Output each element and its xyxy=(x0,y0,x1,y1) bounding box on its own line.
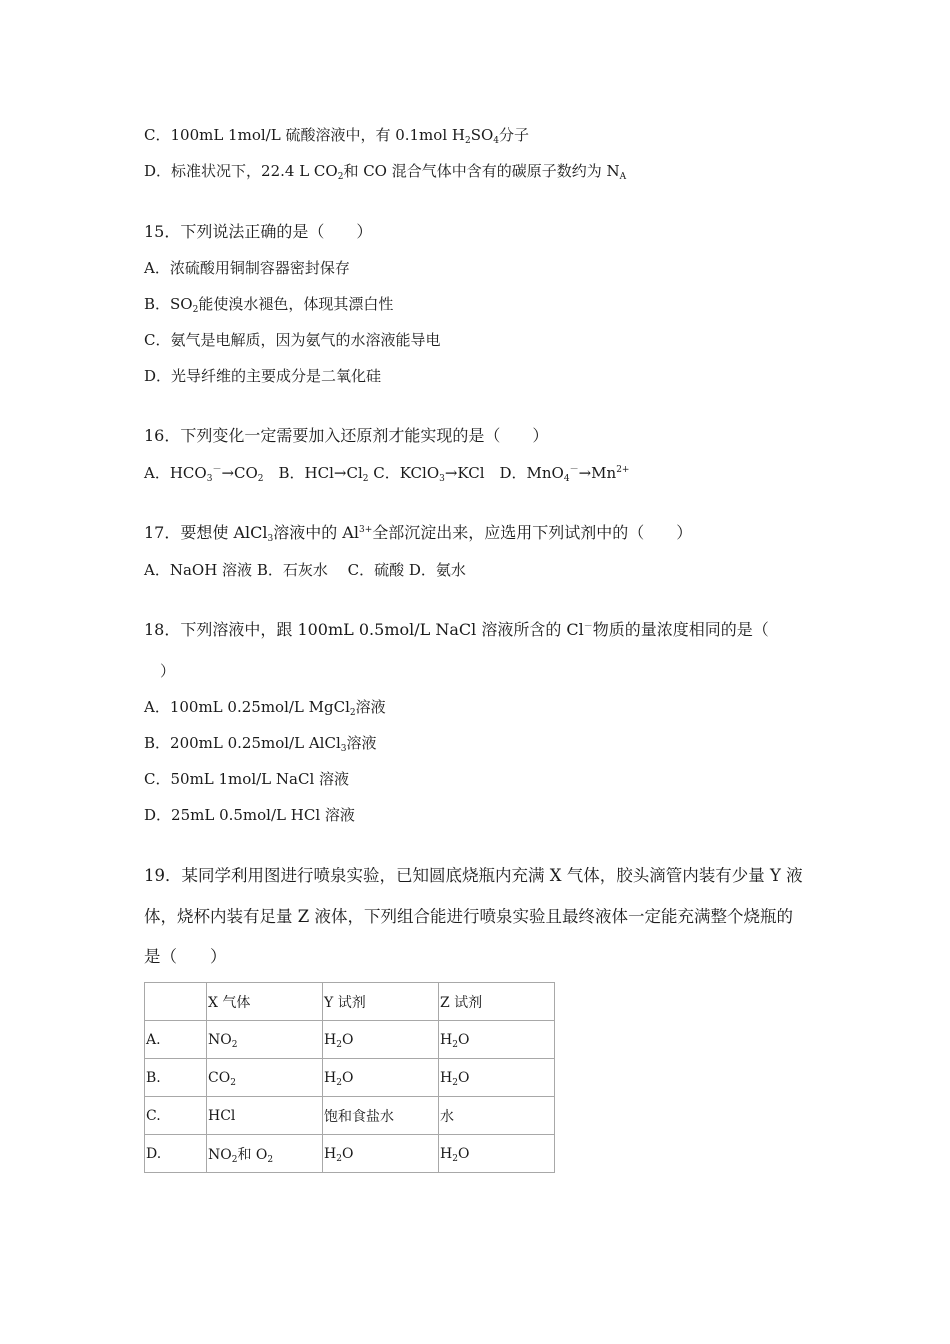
table-row xyxy=(145,1021,555,1059)
q18-option-b: B．200mL 0.25mol/L AlCl$_3$溶液 xyxy=(144,734,377,754)
x-gas-cell: $CO_2$ xyxy=(207,1059,323,1097)
row-label: B. xyxy=(145,1059,207,1097)
q19-stem-line1: 19．某同学利用图进行喷泉实验，已知圆底烧瓶内充满 X 气体，胶头滴管内装有少量 Y 液 xyxy=(144,866,803,885)
table-header-row xyxy=(145,983,555,1021)
z-reagent-cell: $H_2O$ xyxy=(439,1059,555,1097)
q15-option-a: A．浓硫酸用铜制容器密封保存 xyxy=(144,259,350,277)
q17-options: A．NaOH 溶液 B．石灰水 C．硫酸 D．氨水 xyxy=(144,561,466,579)
z-reagent-cell: $H_2O$ xyxy=(439,1021,555,1059)
q17-stem: 17．要想使 AlCl$_3$溶液中的 $Al^{3+}$全部沉淀出来，应选用下列试剂中的（ ） xyxy=(144,523,693,544)
y-reagent-cell: $H_2O$ xyxy=(323,1059,439,1097)
table-header-cell: Y 试剂 xyxy=(323,983,439,1021)
x-gas-cell: $NO_2$和 $O_2$ xyxy=(207,1135,323,1173)
z-reagent-cell: 水 xyxy=(439,1097,555,1135)
table-row xyxy=(145,1135,555,1173)
table-row xyxy=(145,1097,555,1135)
y-reagent-cell: 饱和食盐水 xyxy=(323,1097,439,1135)
q18-option-c: C．50mL 1mol/L NaCl 溶液 xyxy=(144,770,350,788)
q15-stem: 15．下列说法正确的是（ ） xyxy=(144,222,373,241)
q18-option-a: A．100mL 0.25mol/L MgCl$_2$溶液 xyxy=(144,698,386,718)
row-label: D. xyxy=(145,1135,207,1173)
q19-stem-line2: 体，烧杯内装有足量 Z 液体，下列组合能进行喷泉实验且最终液体一定能充满整个烧瓶的 xyxy=(144,907,793,926)
q16-stem: 16．下列变化一定需要加入还原剂才能实现的是（ ） xyxy=(144,426,549,445)
row-label: A. xyxy=(145,1021,207,1059)
q19-combination-table xyxy=(144,982,555,1173)
table-header-cell: X 气体 xyxy=(207,983,323,1021)
z-reagent-cell: $H_2O$ xyxy=(439,1135,555,1173)
q19-stem-line3: 是（ ） xyxy=(144,947,227,966)
q18-stem-close: ） xyxy=(160,662,176,680)
table-header-cell xyxy=(145,983,207,1021)
x-gas-cell: $NO_2$ xyxy=(207,1021,323,1059)
q14-option-c: C．100mL 1mol/L 硫酸溶液中，有 0.1mol $H_2SO_4$分子 xyxy=(144,126,530,146)
y-reagent-cell: $H_2O$ xyxy=(323,1021,439,1059)
q16-options: A．$HCO_3^-\to CO_2$ B．$HCl\to Cl_2$ C．KClO$_3$→KCl D．$MnO_4^-\to Mn^{2+}$ xyxy=(144,464,630,484)
table-row xyxy=(145,1059,555,1097)
q18-option-d: D．25mL 0.5mol/L HCl 溶液 xyxy=(144,806,355,824)
q15-option-b: B．$SO_2$能使溴水褪色，体现其漂白性 xyxy=(144,295,394,315)
row-label: C. xyxy=(145,1097,207,1135)
q15-option-c: C．氨气是电解质，因为氨气的水溶液能导电 xyxy=(144,331,441,349)
table-header-cell: Z 试剂 xyxy=(439,983,555,1021)
q18-stem: 18．下列溶液中，跟 100mL 0.5mol/L NaCl 溶液所含的 Cl－物质的量浓度相同的是（ xyxy=(144,620,769,639)
q14-option-d: D．标准状况下，22.4 L $CO_2$和 CO 混合气体中含有的碳原子数约为 $N_A$ xyxy=(144,162,627,182)
q15-option-d: D．光导纤维的主要成分是二氧化硅 xyxy=(144,367,382,385)
y-reagent-cell: $H_2O$ xyxy=(323,1135,439,1173)
x-gas-cell: HCl xyxy=(207,1097,323,1135)
